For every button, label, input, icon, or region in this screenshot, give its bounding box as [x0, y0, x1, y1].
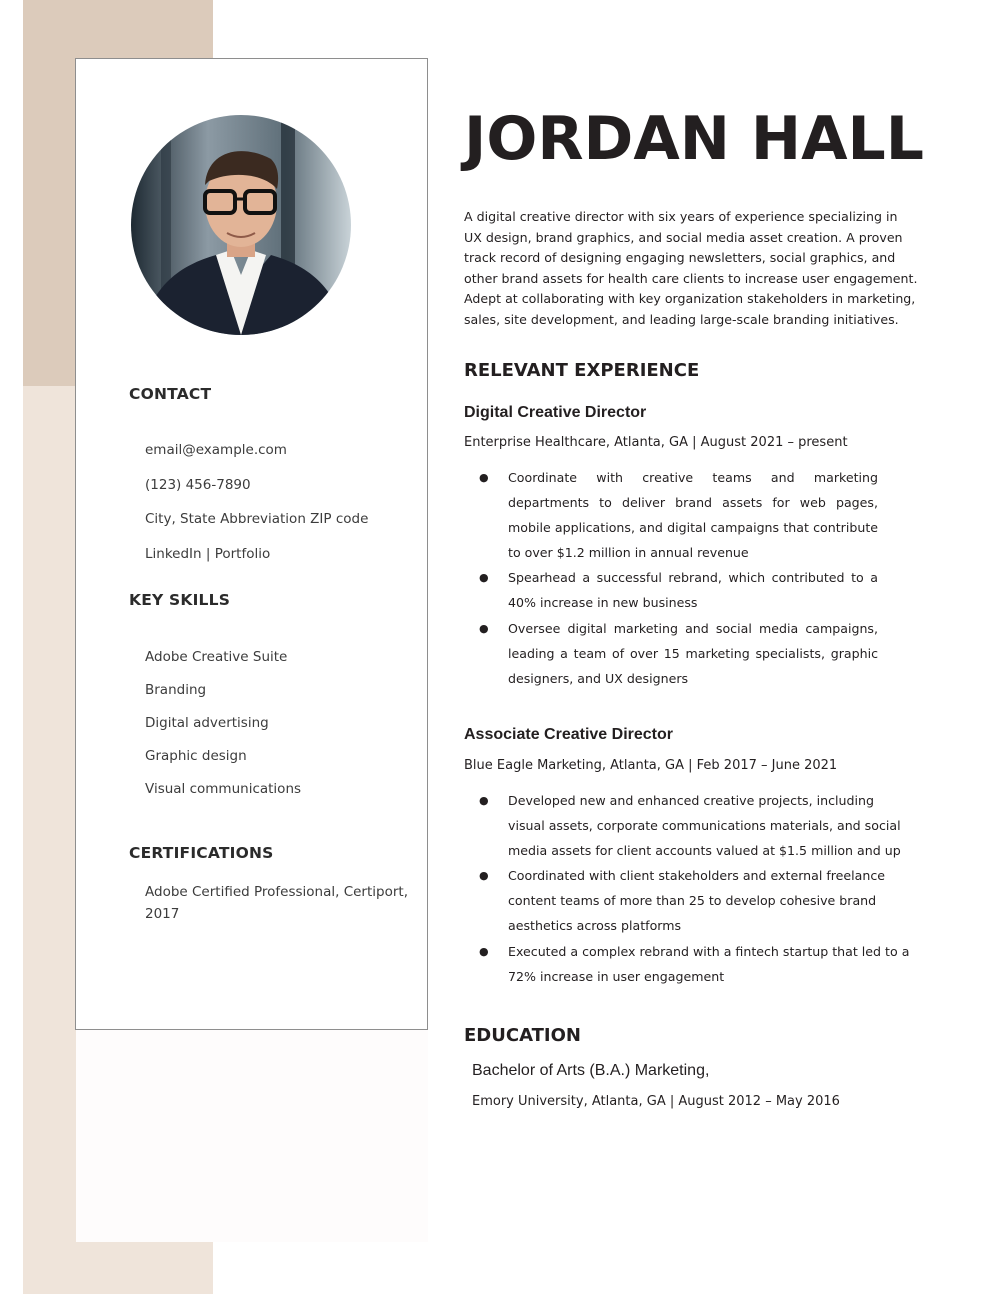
job-meta: Enterprise Healthcare, Atlanta, GA | August 2021 – present — [464, 435, 848, 450]
job-title: Associate Creative Director — [464, 726, 673, 743]
profile-photo — [131, 115, 351, 335]
skill-item: Visual communications — [145, 781, 302, 797]
job-bullet — [464, 939, 910, 989]
summary-paragraph: A digital creative director with six years of experience specializing in UX design, brand graphics, and social media asset creation. A proven track record of designing engaging newsletters, social graphics, and other brand assets for health care clients to increase user engagement. Adept at collaborating with key organization stakeholders in marketing, sales, site development, and leading large-scale branding initiatives. — [464, 209, 918, 327]
contact-phone: (123) 456-7890 — [145, 476, 251, 493]
sidebar-panel — [75, 58, 428, 1030]
profile-photo-illustration — [131, 115, 351, 335]
job-bullet-text: Coordinate with creative teams and marketing departments to deliver brand assets for web pages, mobile applications, and digital campaigns that contribute to over $1.2 million in annual revenue — [508, 470, 878, 561]
education-meta: Emory University, Atlanta, GA | August 2012 – May 2016 — [472, 1094, 840, 1109]
job-bullet-text: Oversee digital marketing and social media campaigns, leading a team of over 15 marketing specialists, graphic designers, and UX designers — [508, 620, 878, 686]
job-bullet-list — [464, 465, 910, 691]
contact-heading: CONTACT — [129, 385, 212, 403]
job-bullet-text: Executed a complex rebrand with a fintech startup that led to a 72% increase in user engagement — [508, 943, 910, 984]
bullet-dot: ● — [479, 869, 489, 883]
job-bullet-list — [464, 788, 910, 989]
experience-heading: RELEVANT EXPERIENCE — [464, 360, 700, 381]
key-skills-heading: KEY SKILLS — [129, 591, 231, 609]
education-degree: Bachelor of Arts (B.A.) Marketing, — [472, 1062, 710, 1079]
contact-email: email@example.com — [145, 442, 287, 458]
skill-item: Digital advertising — [145, 715, 269, 731]
certification-item: Adobe Certified Professional, Certiport, 2017 — [145, 884, 408, 922]
bullet-dot: ● — [479, 944, 489, 958]
bullet-dot: ● — [479, 794, 489, 807]
job-title: Digital Creative Director — [464, 404, 647, 421]
job-bullet-text: Spearhead a successful rebrand, which contributed to a 40% increase in new business — [508, 570, 878, 611]
education-heading: EDUCATION — [464, 1025, 581, 1046]
skill-item: Branding — [145, 682, 207, 698]
skills-list — [145, 649, 301, 814]
job-bullet-text: Coordinated with client stakeholders and external freelance content teams of more than 25 to develop cohesive brand aesthetics across platforms — [508, 868, 886, 934]
job-bullet — [464, 616, 878, 691]
bullet-dot: ● — [479, 621, 489, 635]
contact-links: LinkedIn | Portfolio — [145, 545, 271, 562]
job-meta: Blue Eagle Marketing, Atlanta, GA | Feb 2017 – June 2021 — [464, 758, 838, 773]
contact-list — [145, 442, 368, 580]
job-bullet-text: Developed new and enhanced creative projects, including visual assets, corporate communications materials, and social media assets for client accounts valued at $1.5 million and up — [508, 793, 901, 859]
job-bullet — [464, 863, 910, 938]
contact-address: City, State Abbreviation ZIP code — [145, 511, 369, 527]
sidebar-shadow-panel — [76, 1030, 428, 1242]
certifications-heading: CERTIFICATIONS — [129, 844, 274, 862]
job-bullet — [464, 465, 878, 565]
candidate-name: JORDAN HALL — [464, 104, 924, 174]
skill-item: Adobe Creative Suite — [145, 649, 288, 665]
skill-item: Graphic design — [145, 748, 247, 764]
bullet-dot: ● — [479, 471, 489, 484]
job-bullet — [464, 565, 878, 615]
bullet-dot: ● — [479, 571, 489, 585]
job-bullet — [464, 788, 910, 863]
